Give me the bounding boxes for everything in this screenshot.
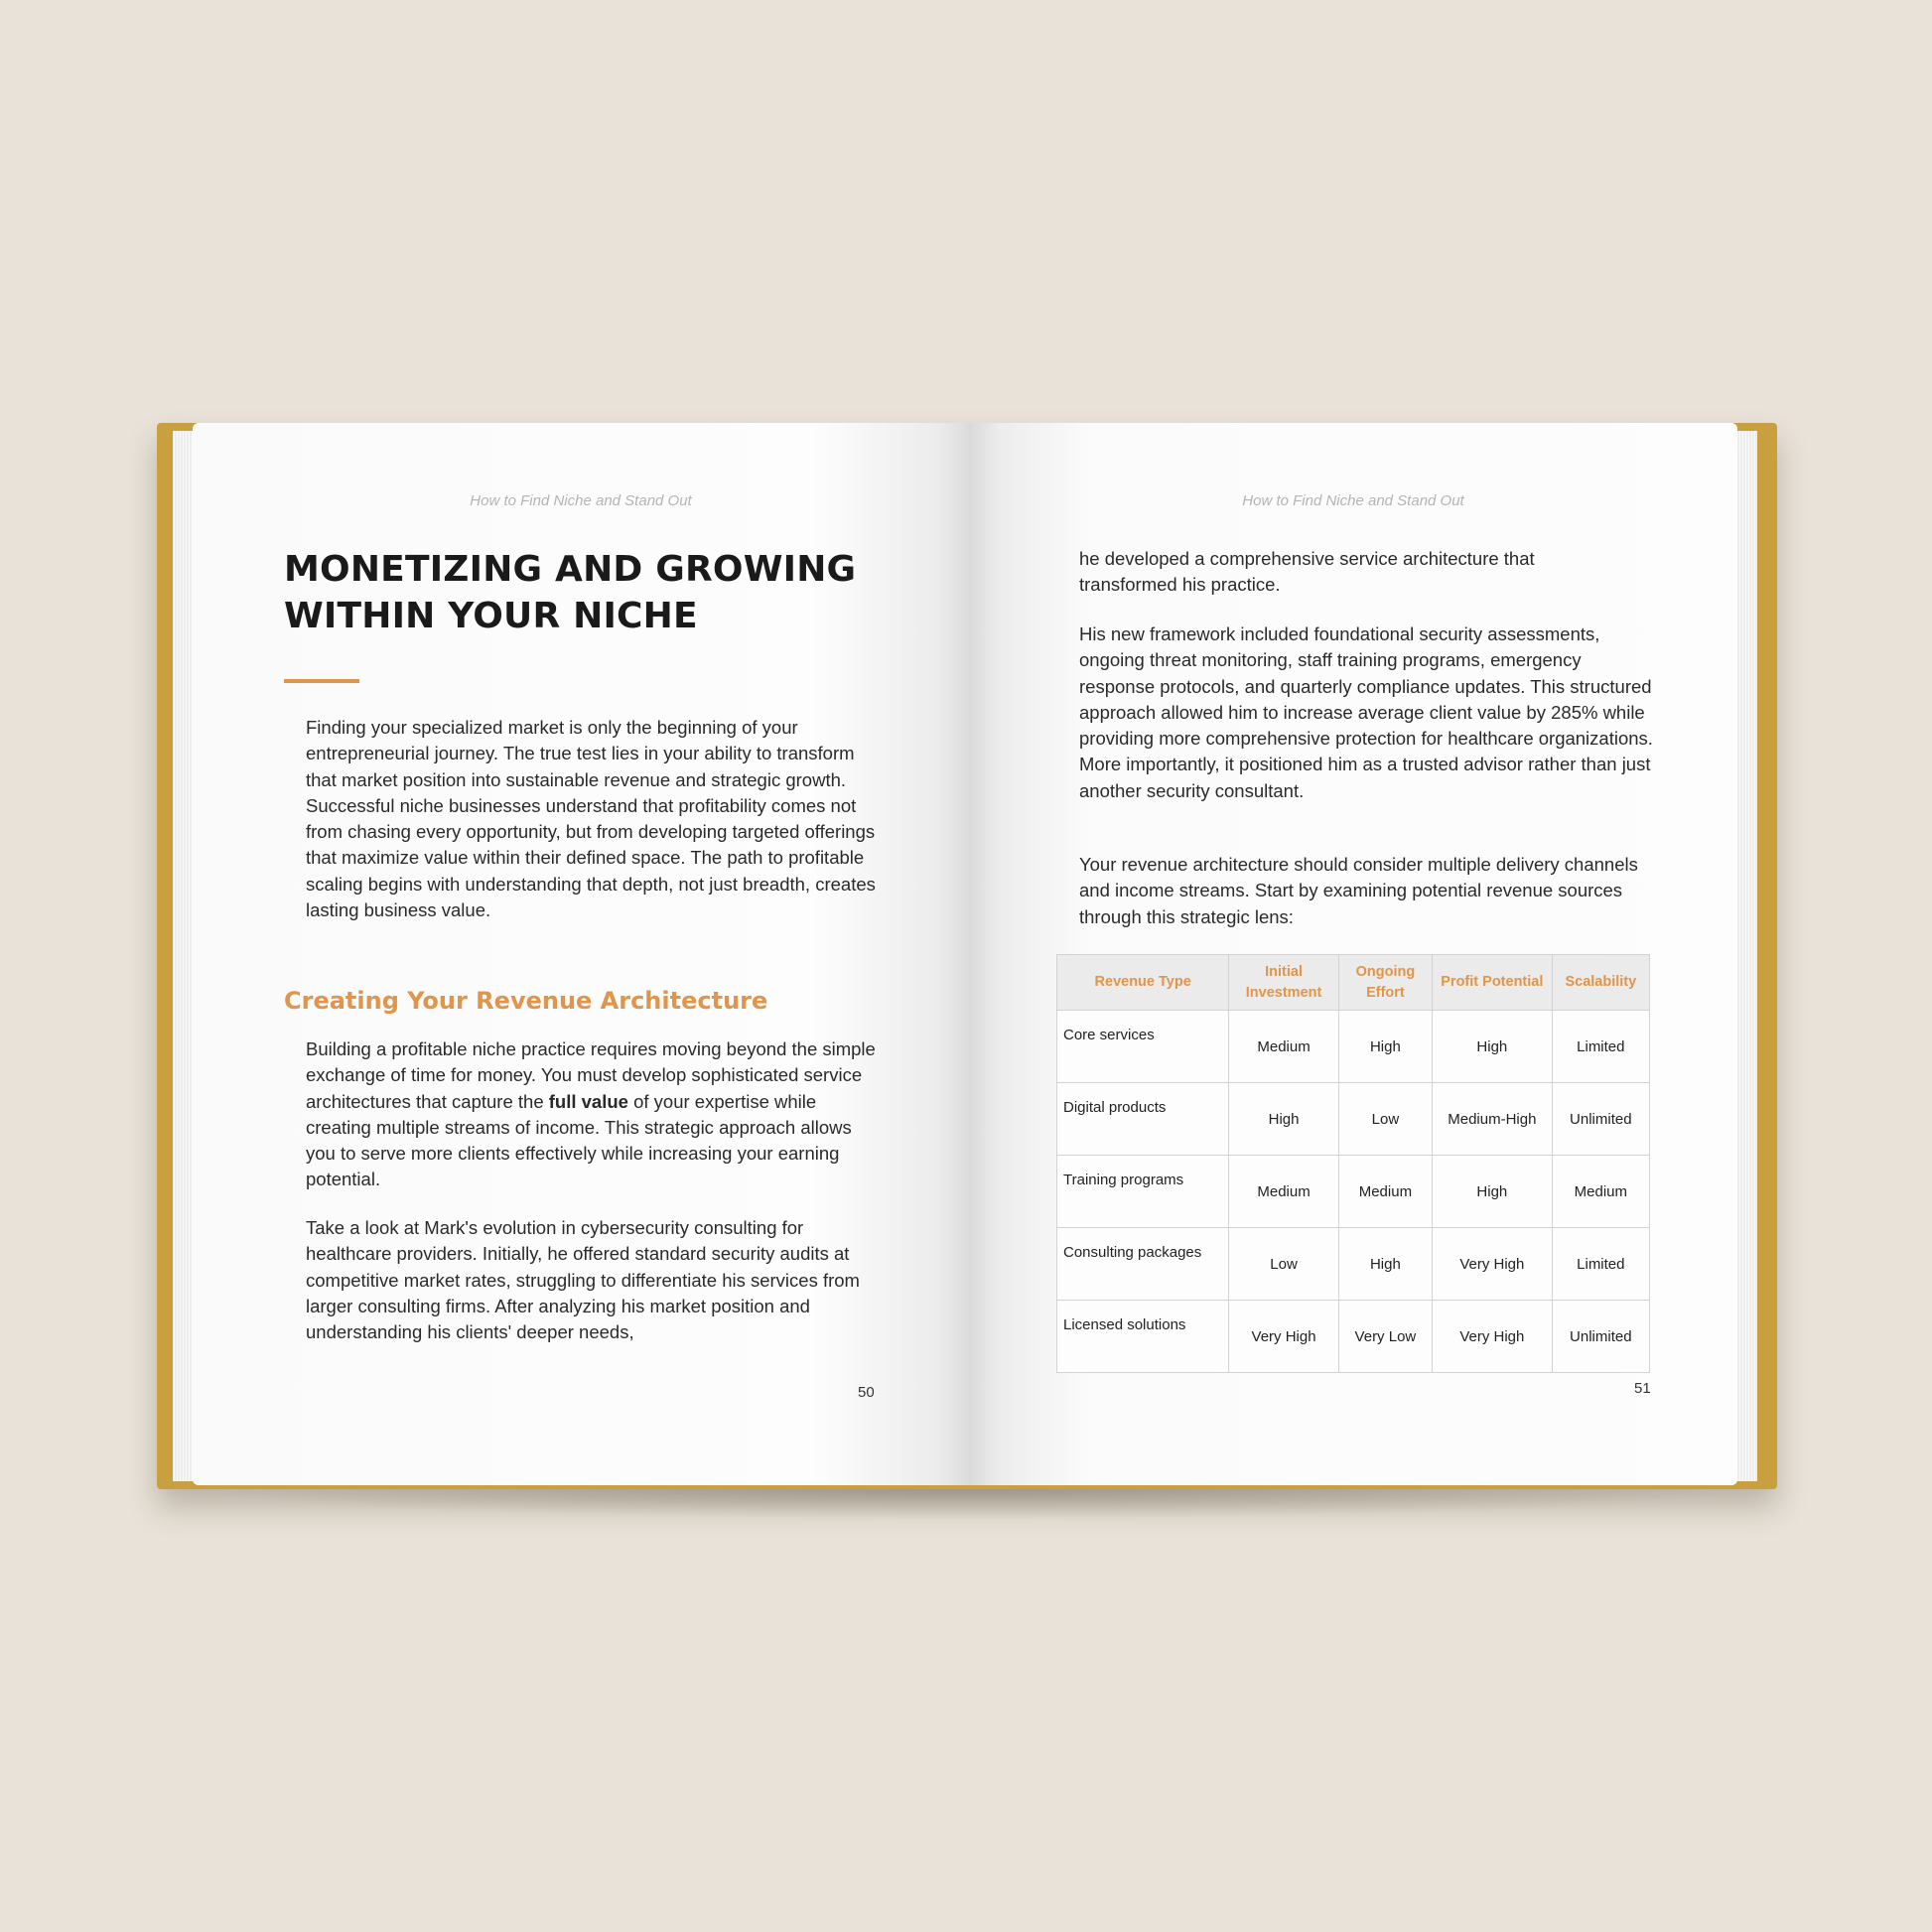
continuation-paragraph: he developed a comprehensive service architecture that transformed his practice.: [1079, 548, 1535, 596]
table-cell: Unlimited: [1552, 1301, 1649, 1373]
section-heading: Creating Your Revenue Architecture: [284, 987, 768, 1015]
table-row: [1057, 1301, 1650, 1373]
title-accent-rule: [284, 679, 359, 683]
table-header-cell: Scalability: [1552, 955, 1649, 1011]
table-cell: Digital products: [1057, 1083, 1229, 1156]
table-row: [1057, 1156, 1650, 1228]
table-cell: Unlimited: [1552, 1083, 1649, 1156]
chapter-title-line-2: WITHIN YOUR NICHE: [284, 596, 698, 636]
table-cell: Licensed solutions: [1057, 1301, 1229, 1373]
table-cell: Limited: [1552, 1228, 1649, 1301]
right-page: [969, 423, 1737, 1485]
table-cell: Medium-High: [1433, 1083, 1553, 1156]
framework-paragraph: His new framework included foundational security assessments, ongoing threat monitoring, staff training programs, emergency response protocols, and quarterly compliance updates. This structured approach allowed him to increase average client value by 285% while providing more comprehensive protection for healthcare organizations. More importantly, it positioned him as a trusted advisor rather than just another security consultant.: [1079, 623, 1653, 801]
table-cell: Low: [1338, 1083, 1432, 1156]
table-cell: Limited: [1552, 1011, 1649, 1083]
running-head-left: How to Find Niche and Stand Out: [470, 492, 692, 509]
table-cell: Medium: [1338, 1156, 1432, 1228]
table-cell: Core services: [1057, 1011, 1229, 1083]
table-row: [1057, 1228, 1650, 1301]
left-page: [193, 423, 969, 1485]
table-cell: Medium: [1552, 1156, 1649, 1228]
table-cell: High: [1338, 1228, 1432, 1301]
page-number-right: 51: [1634, 1380, 1651, 1397]
table-row: [1057, 1011, 1650, 1083]
paragraph-text: of your expertise while creating multiple streams of income. This strategic approach allows you to serve more clients effectively while increasing your earning potential.: [306, 1090, 852, 1190]
page-edges-left: [173, 431, 195, 1481]
running-head-right: How to Find Niche and Stand Out: [1242, 492, 1464, 509]
table-cell: Medium: [1229, 1011, 1338, 1083]
page-edges-right: [1735, 431, 1757, 1481]
table-cell: Very High: [1433, 1301, 1553, 1373]
revenue-lens-paragraph: Your revenue architecture should consider multiple delivery channels and income streams. Start by examining potential revenue sources through this strategic lens:: [1079, 854, 1638, 927]
page-number-left: 50: [858, 1384, 875, 1401]
table-header-row: [1057, 955, 1650, 1011]
table-cell: Very High: [1229, 1301, 1338, 1373]
table-cell: Very Low: [1338, 1301, 1432, 1373]
table-header-cell: Revenue Type: [1057, 955, 1229, 1011]
table-cell: High: [1433, 1156, 1553, 1228]
revenue-architecture-paragraph: [306, 1036, 882, 1193]
table-header-cell: Ongoing Effort: [1338, 955, 1432, 1011]
table-cell: Training programs: [1057, 1156, 1229, 1228]
table-cell: High: [1433, 1011, 1553, 1083]
paragraph-text: Building a profitable niche practice requires moving beyond the simple exchange of time for money. You must develop sophisticated service architectures that capture the: [306, 1038, 876, 1112]
chapter-title: [284, 546, 880, 639]
table-header-cell: Profit Potential: [1433, 955, 1553, 1011]
table-cell: Medium: [1229, 1156, 1338, 1228]
revenue-table: [1056, 954, 1650, 1373]
bold-emphasis: full value: [548, 1090, 628, 1112]
table-cell: Very High: [1433, 1228, 1553, 1301]
chapter-title-line-1: MONETIZING AND GROWING: [284, 549, 857, 590]
intro-paragraph: Finding your specialized market is only the beginning of your entrepreneurial journey. The true test lies in your ability to transform that market position into sustainable revenue and strategic growth. Successful niche businesses understand that profitability comes not from chasing every opportunity, but from developing targeted offerings that maximize value within their defined space. The path to profitable scaling begins with understanding that depth, not just breadth, creates lasting business value.: [306, 717, 876, 921]
case-study-paragraph: Take a look at Mark's evolution in cybersecurity consulting for healthcare providers. Initially, he offered standard security audits at competitive market rates, struggling to differentiate his services from larger consulting firms. After analyzing his market position and understanding his clients' deeper needs,: [306, 1217, 860, 1343]
table-cell: High: [1229, 1083, 1338, 1156]
table-header-cell: Initial Investment: [1229, 955, 1338, 1011]
table-cell: Consulting packages: [1057, 1228, 1229, 1301]
table-cell: High: [1338, 1011, 1432, 1083]
table-cell: Low: [1229, 1228, 1338, 1301]
table-row: [1057, 1083, 1650, 1156]
